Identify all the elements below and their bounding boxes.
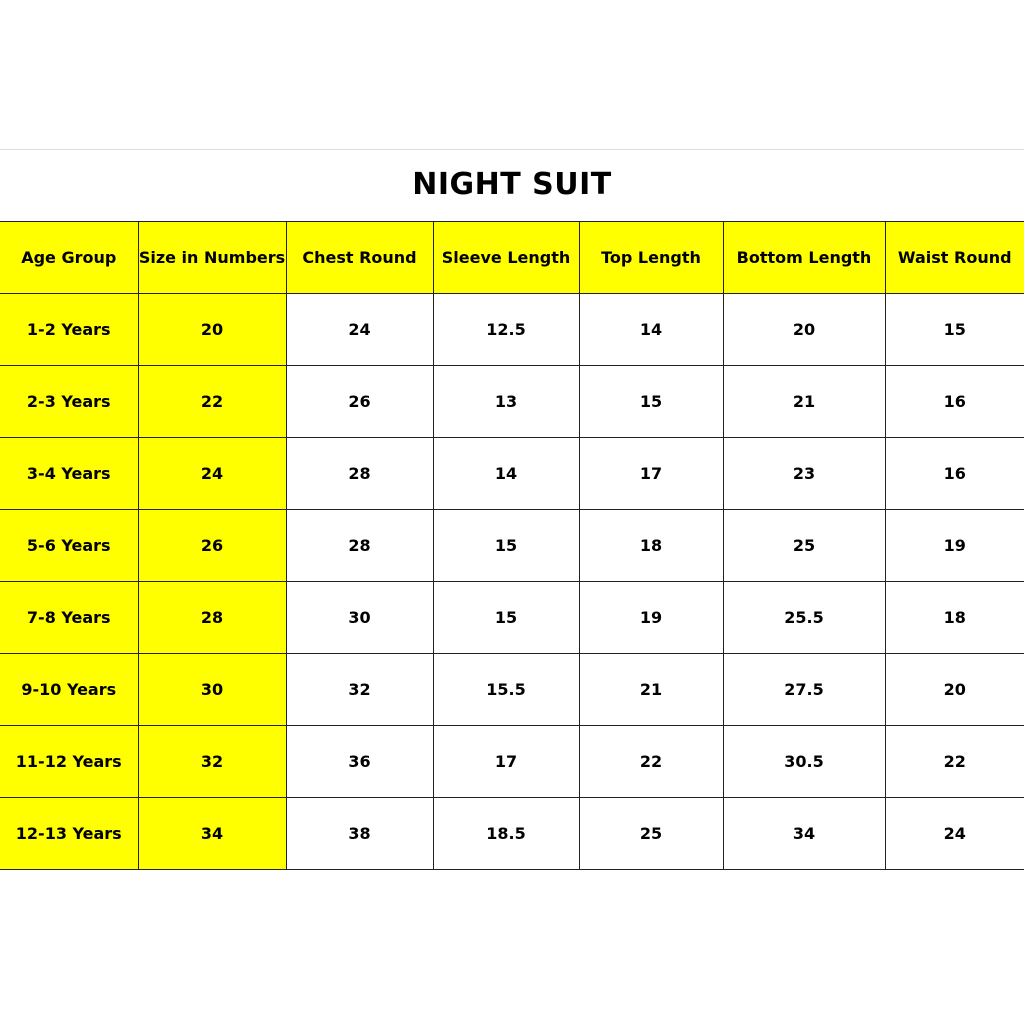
header-top-length: Top Length (579, 222, 723, 294)
cell-sleeve-length: 15.5 (433, 654, 579, 726)
cell-chest-round: 26 (286, 366, 433, 438)
table-row (0, 510, 1024, 582)
cell-top-length: 17 (579, 438, 723, 510)
table-row (0, 582, 1024, 654)
table-row (0, 366, 1024, 438)
header-size-in-numbers: Size in Numbers (138, 222, 286, 294)
table-body (0, 294, 1024, 870)
header-bottom-length: Bottom Length (723, 222, 885, 294)
cell-sleeve-length: 15 (433, 510, 579, 582)
cell-top-length: 19 (579, 582, 723, 654)
cell-age-group: 1-2 Years (0, 294, 138, 366)
cell-sleeve-length: 13 (433, 366, 579, 438)
cell-size-in-numbers: 28 (138, 582, 286, 654)
cell-bottom-length: 21 (723, 366, 885, 438)
header-waist-round: Waist Round (885, 222, 1024, 294)
cell-age-group: 9-10 Years (0, 654, 138, 726)
size-chart-table (0, 221, 1024, 870)
cell-age-group: 5-6 Years (0, 510, 138, 582)
cell-waist-round: 16 (885, 366, 1024, 438)
cell-chest-round: 36 (286, 726, 433, 798)
cell-sleeve-length: 12.5 (433, 294, 579, 366)
cell-top-length: 14 (579, 294, 723, 366)
cell-waist-round: 20 (885, 654, 1024, 726)
header-row (0, 222, 1024, 294)
cell-bottom-length: 25.5 (723, 582, 885, 654)
cell-bottom-length: 30.5 (723, 726, 885, 798)
cell-chest-round: 38 (286, 798, 433, 870)
table-row (0, 438, 1024, 510)
cell-top-length: 21 (579, 654, 723, 726)
cell-size-in-numbers: 22 (138, 366, 286, 438)
cell-size-in-numbers: 32 (138, 726, 286, 798)
cell-sleeve-length: 14 (433, 438, 579, 510)
header-chest-round: Chest Round (286, 222, 433, 294)
header-sleeve-length: Sleeve Length (433, 222, 579, 294)
page-title: NIGHT SUIT (412, 167, 612, 202)
cell-waist-round: 24 (885, 798, 1024, 870)
cell-top-length: 18 (579, 510, 723, 582)
cell-waist-round: 15 (885, 294, 1024, 366)
cell-chest-round: 28 (286, 510, 433, 582)
cell-bottom-length: 25 (723, 510, 885, 582)
cell-size-in-numbers: 34 (138, 798, 286, 870)
cell-top-length: 25 (579, 798, 723, 870)
cell-size-in-numbers: 24 (138, 438, 286, 510)
cell-bottom-length: 34 (723, 798, 885, 870)
cell-age-group: 3-4 Years (0, 438, 138, 510)
cell-size-in-numbers: 20 (138, 294, 286, 366)
cell-age-group: 2-3 Years (0, 366, 138, 438)
cell-chest-round: 32 (286, 654, 433, 726)
cell-chest-round: 24 (286, 294, 433, 366)
cell-bottom-length: 27.5 (723, 654, 885, 726)
cell-chest-round: 30 (286, 582, 433, 654)
cell-waist-round: 16 (885, 438, 1024, 510)
cell-top-length: 22 (579, 726, 723, 798)
cell-waist-round: 19 (885, 510, 1024, 582)
cell-sleeve-length: 15 (433, 582, 579, 654)
cell-bottom-length: 20 (723, 294, 885, 366)
cell-waist-round: 18 (885, 582, 1024, 654)
cell-waist-round: 22 (885, 726, 1024, 798)
cell-chest-round: 28 (286, 438, 433, 510)
header-age-group: Age Group (0, 222, 138, 294)
top-divider (0, 149, 1024, 150)
table-row (0, 294, 1024, 366)
cell-age-group: 7-8 Years (0, 582, 138, 654)
cell-size-in-numbers: 26 (138, 510, 286, 582)
cell-age-group: 12-13 Years (0, 798, 138, 870)
table-row (0, 726, 1024, 798)
cell-sleeve-length: 18.5 (433, 798, 579, 870)
table-row (0, 798, 1024, 870)
cell-size-in-numbers: 30 (138, 654, 286, 726)
cell-bottom-length: 23 (723, 438, 885, 510)
cell-sleeve-length: 17 (433, 726, 579, 798)
cell-top-length: 15 (579, 366, 723, 438)
table-row (0, 654, 1024, 726)
cell-age-group: 11-12 Years (0, 726, 138, 798)
